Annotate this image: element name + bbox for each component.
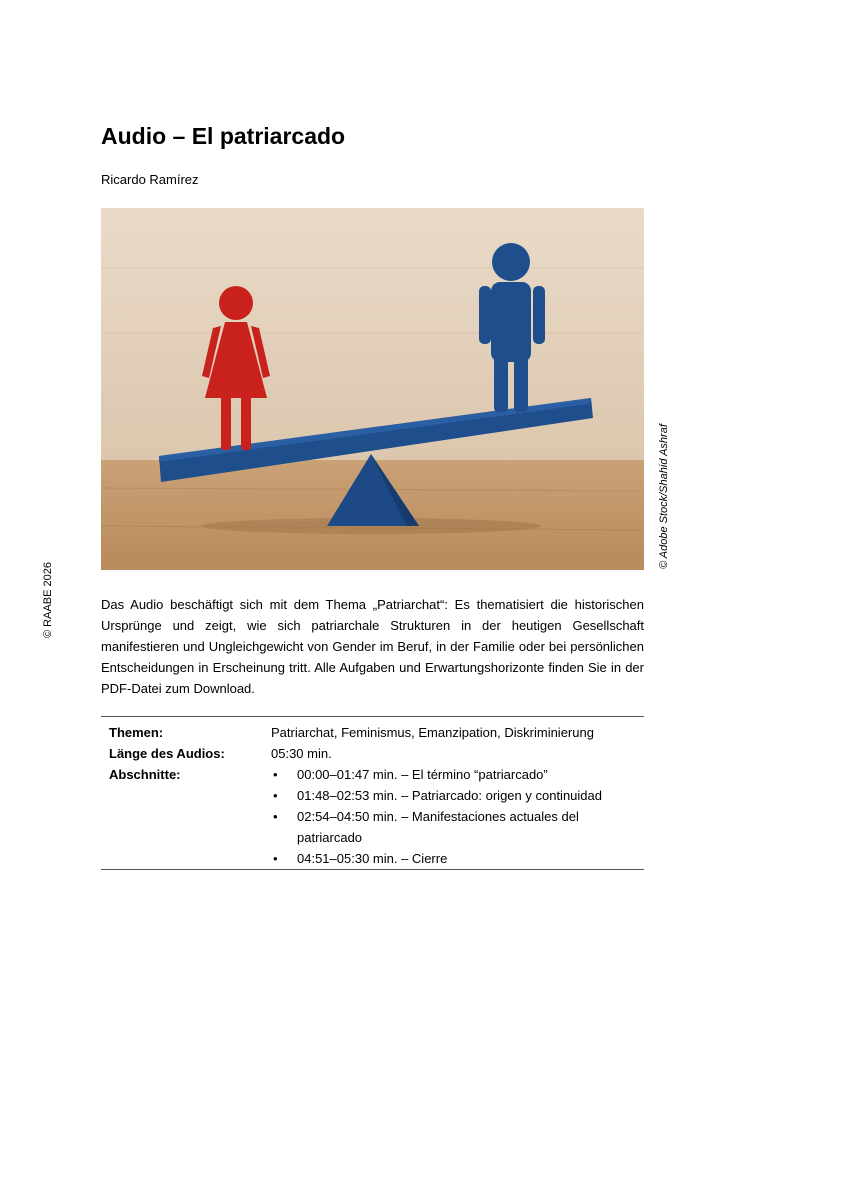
sections-label: Abschnitte:	[109, 767, 181, 782]
sections-list	[271, 764, 644, 869]
list-item: • 04:51–05:30 min. – Cierre	[271, 848, 644, 869]
cover-photo	[101, 208, 644, 570]
author-name: Ricardo Ramírez	[101, 172, 199, 187]
bullet-icon: •	[273, 767, 278, 782]
themes-label: Themen:	[109, 725, 164, 740]
table-row-length	[101, 743, 644, 764]
table-row-themes	[101, 717, 644, 744]
table-row-sections	[101, 764, 644, 870]
list-item: • 02:54–04:50 min. – Manifestaciones actuales del patriarcado	[271, 806, 644, 848]
seesaw-illustration	[101, 208, 644, 570]
bullet-icon: •	[273, 851, 278, 866]
themes-value: Patriarchat, Feminismus, Emanzipation, Diskriminierung	[271, 725, 594, 740]
page-title: Audio – El patriarcado	[101, 123, 346, 149]
intro-paragraph: Das Audio beschäftigt sich mit dem Thema „Patriarchat“: Es thematisiert die historischen Ursprünge und zeigt, wie sich patriarchale Strukturen in der heutigen Gesellschaft manifestieren und Ungleichgewicht von Gender im Beruf, in der Familie oder bei persönlichen Entscheidungen in Erscheinung tritt. Alle Aufgaben und Erwartungshorizonte finden Sie in der PDF-Datei zum Download.	[101, 597, 644, 696]
length-value: 05:30 min.	[271, 746, 332, 761]
list-item: • 00:00–01:47 min. – El término “patriarcado”	[271, 764, 644, 785]
list-item: • 01:48–02:53 min. – Patriarcado: origen y continuidad	[271, 785, 644, 806]
info-table	[101, 716, 644, 870]
length-label: Länge des Audios:	[109, 746, 225, 761]
photo-credit: © Adobe Stock/Shahid Ashraf	[658, 424, 670, 569]
bullet-icon: •	[273, 788, 278, 803]
bullet-icon: •	[273, 809, 278, 824]
copyright-notice: © RAABE 2026	[42, 562, 54, 638]
